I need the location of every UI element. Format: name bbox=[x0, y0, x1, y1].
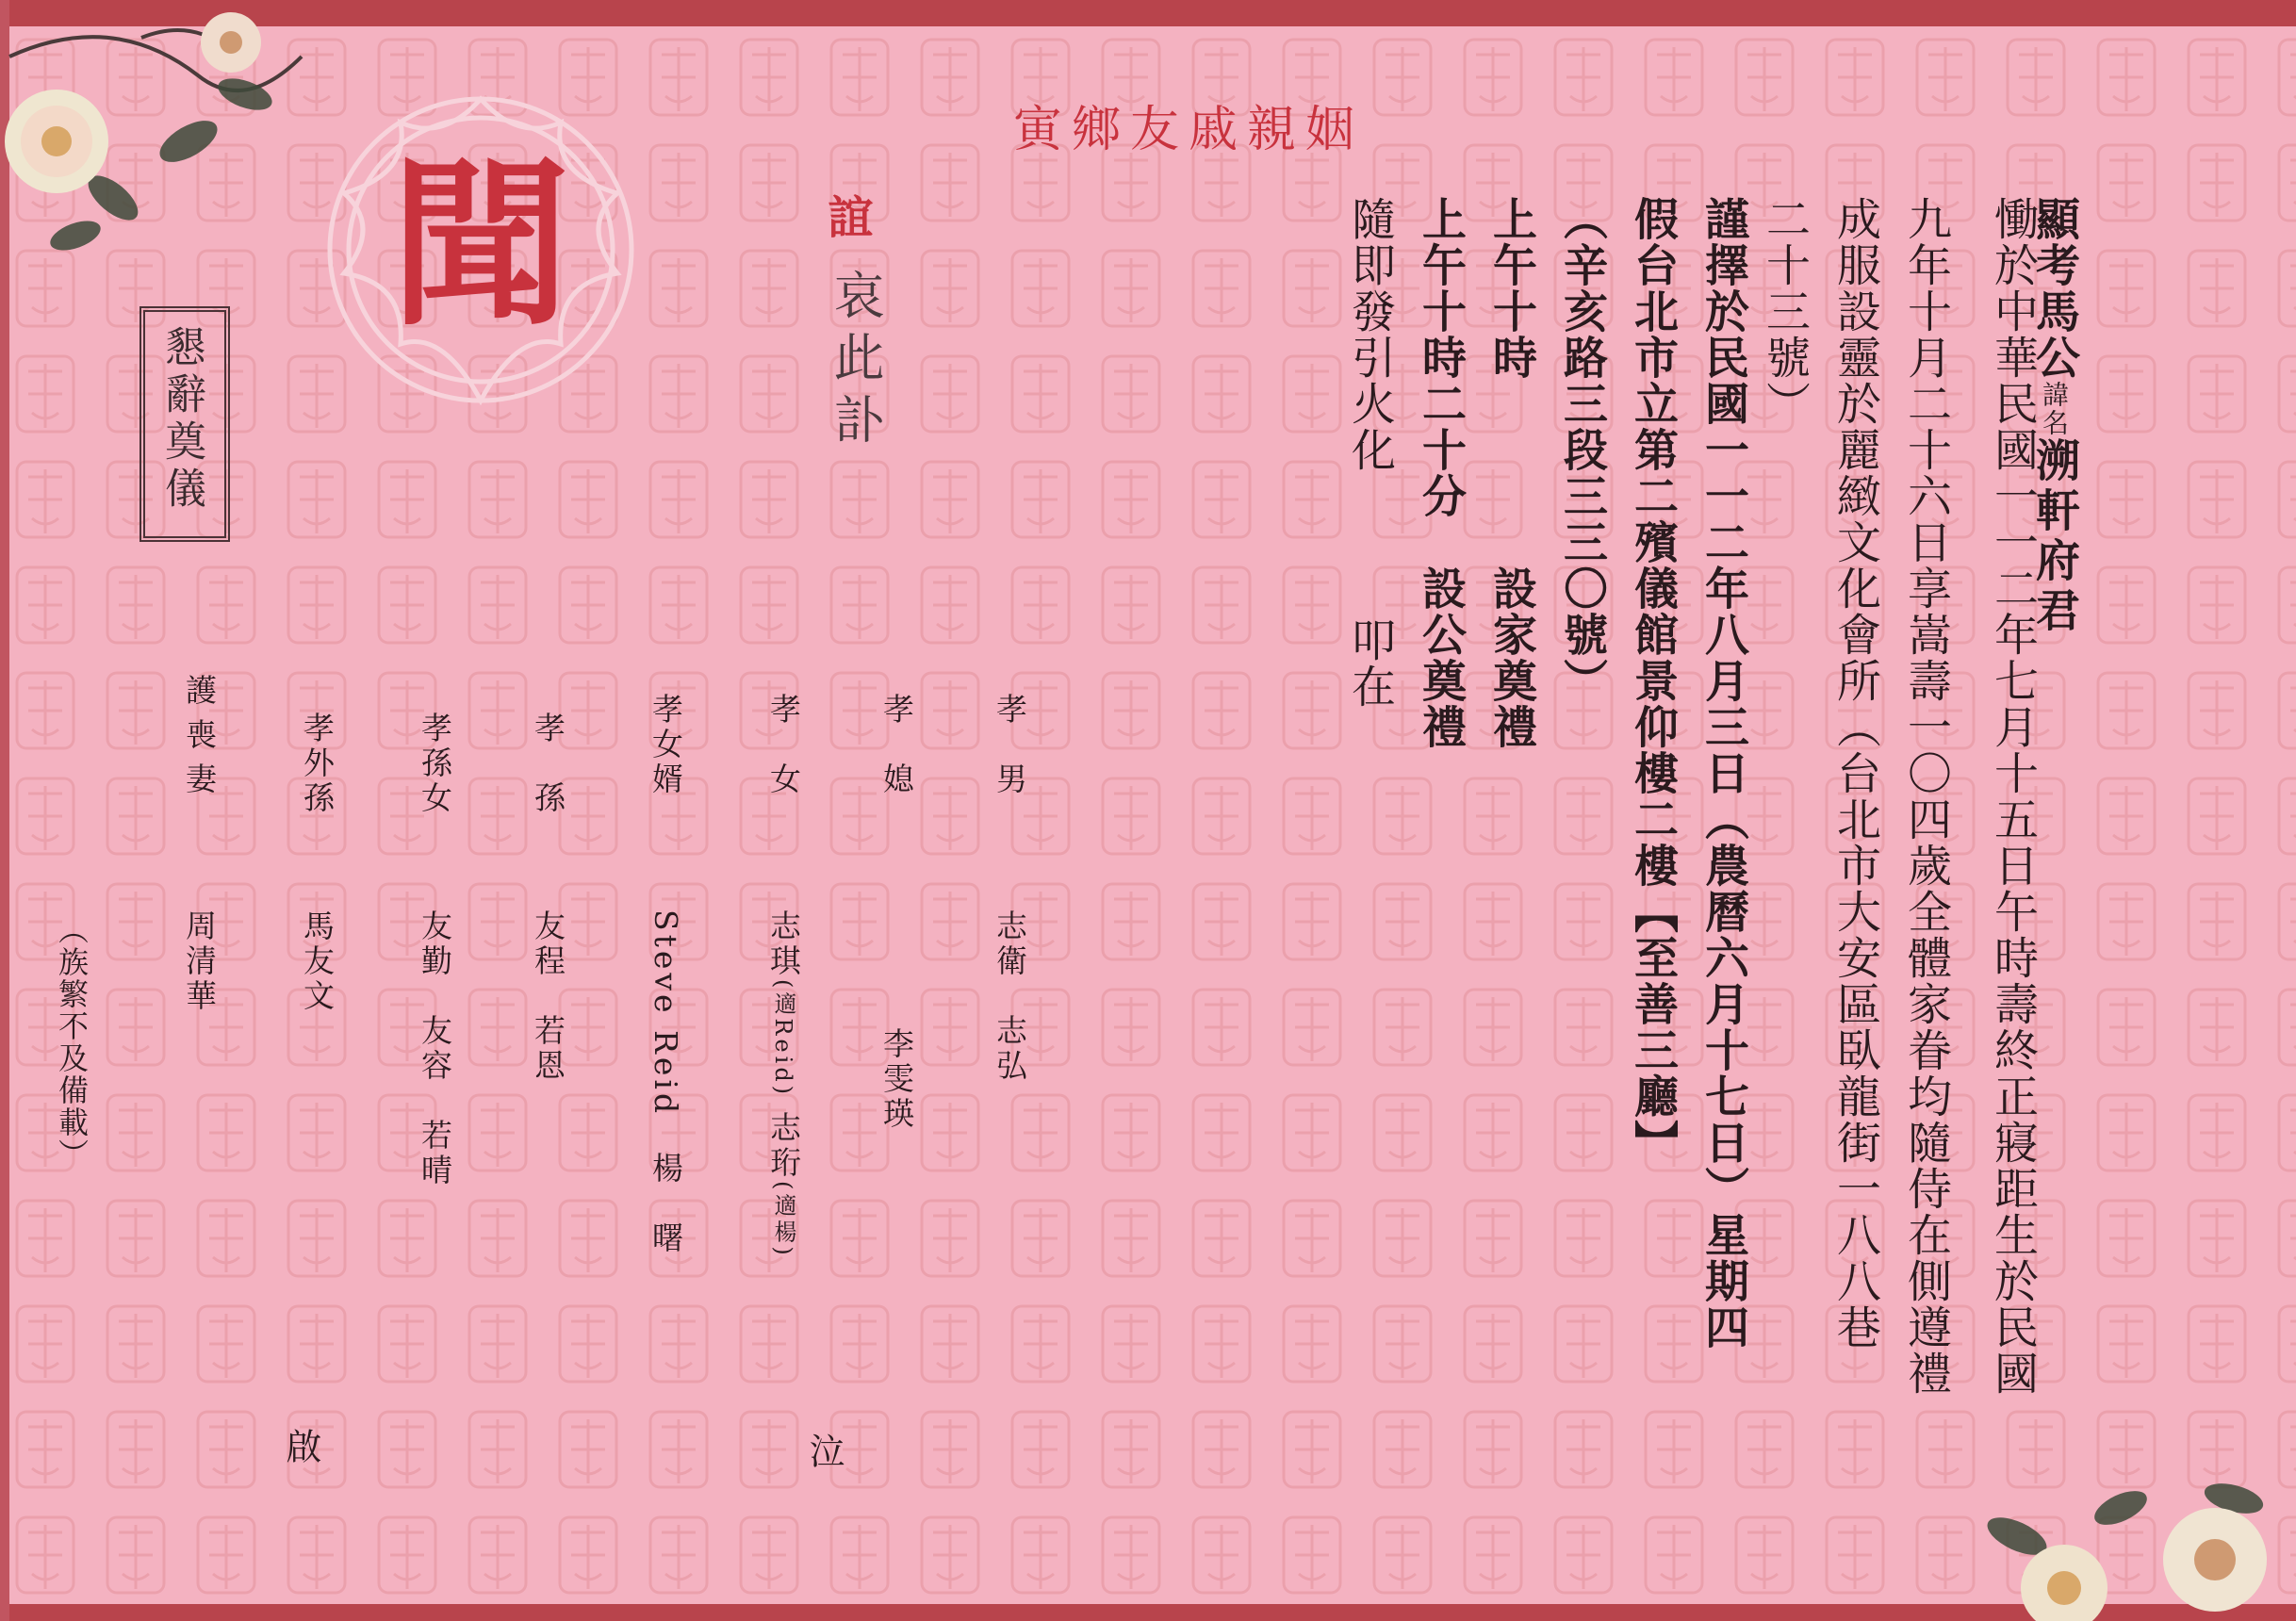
family-daughter-in-law-role: 孝 媳 bbox=[878, 693, 915, 797]
daughter-1-note: (適Reid) bbox=[770, 979, 796, 1099]
family-grandsons-names: 友程 若恩 bbox=[530, 909, 566, 1084]
deceased-name: 溯軒府君 bbox=[2028, 437, 2080, 637]
main-line-7 bbox=[1627, 196, 1679, 1166]
weekday: 星期四 bbox=[1697, 1212, 1749, 1351]
family-sons-names: 志衛 志弘 bbox=[992, 909, 1028, 1084]
main-line-3: 九年十月二十六日享嵩壽一〇四歲全體家眷均隨侍在側遵禮 bbox=[1900, 196, 1952, 1397]
kou-zai: 叩在 bbox=[1344, 617, 1396, 710]
weeping-mark: 泣 bbox=[803, 1433, 845, 1472]
deceased-title-line bbox=[2028, 196, 2080, 637]
venue-address: （辛亥路三段三三〇號） bbox=[1556, 196, 1608, 704]
cremation-line: 隨即發引火化 bbox=[1344, 196, 1396, 473]
family-daughters-names bbox=[765, 909, 802, 1259]
bottom-border bbox=[0, 1604, 2296, 1621]
main-line-6 bbox=[1697, 196, 1749, 1351]
family-widow-names: 周清華 bbox=[181, 909, 218, 1014]
venue: 假台北市立第二殯儀館景仰樓二樓 bbox=[1627, 196, 1679, 889]
top-border bbox=[0, 0, 2296, 26]
family-sons-in-law-role: 孝女婿 bbox=[648, 693, 684, 797]
family-daughters-role: 孝 女 bbox=[765, 693, 802, 797]
main-line-2: 慟於中華民國一一二年七月十五日午時壽終正寢距生於民國 bbox=[1987, 196, 2039, 1397]
lunar-date: （農曆六月十七日） bbox=[1697, 796, 1749, 1212]
seal-emblem bbox=[316, 85, 646, 415]
seal-character: 聞 bbox=[390, 139, 570, 350]
daughter-2-note: (適楊) bbox=[770, 1181, 796, 1259]
family-maternal-grandson-names: 馬友文 bbox=[299, 909, 336, 1014]
family-sons-in-law-names: Steve Reid 楊 曙 bbox=[648, 909, 684, 1257]
public-rite: 設公奠禮 bbox=[1415, 565, 1467, 750]
family-granddaughters-names: 友勤 友容 若晴 bbox=[417, 909, 453, 1188]
family-grandsons-role: 孝 孫 bbox=[530, 712, 566, 816]
deceased-title-a: 顯考馬公 bbox=[2028, 196, 2080, 381]
deceased-name-prefix: 諱名 bbox=[2039, 381, 2070, 437]
family-daughter-in-law-names: 李雯瑛 bbox=[878, 1027, 915, 1132]
decline-offerings: 懇辭奠儀 bbox=[157, 325, 205, 514]
ai-ci-fu: 哀此訃 bbox=[826, 269, 885, 455]
main-line-4: 成服設靈於麗緻文化會所（台北市大安區臥龍街一八八巷 bbox=[1829, 196, 1881, 1351]
daughter-1: 志琪 bbox=[765, 909, 802, 979]
hall-name: 【至善三廳】 bbox=[1627, 889, 1679, 1166]
peony-corner-top-left bbox=[0, 0, 320, 283]
family-granddaughters-role: 孝孫女 bbox=[417, 712, 453, 816]
daughter-2: 志珩 bbox=[765, 1111, 802, 1182]
family-widow-role: 護喪妻 bbox=[181, 674, 218, 807]
family-sons-role: 孝 男 bbox=[992, 693, 1028, 797]
ceremony-date: 謹擇於民國一一二年八月三日 bbox=[1697, 196, 1749, 796]
family-maternal-grandson-role: 孝外孫 bbox=[299, 712, 336, 816]
yi-character: 誼 bbox=[820, 193, 873, 240]
family-rite: 設家奠禮 bbox=[1485, 565, 1537, 750]
public-rite-time: 上午十時二十分 bbox=[1415, 196, 1467, 519]
peony-corner-bottom-right bbox=[1960, 1470, 2296, 1621]
main-line-5: 二十三號） bbox=[1759, 196, 1811, 427]
family-rite-time: 上午十時 bbox=[1485, 196, 1537, 381]
family-note: （族繁不及備載） bbox=[54, 914, 90, 1171]
announce-mark: 啟 bbox=[280, 1428, 321, 1467]
greeting-heading: 姻親戚友鄉寅 bbox=[1013, 102, 1365, 158]
